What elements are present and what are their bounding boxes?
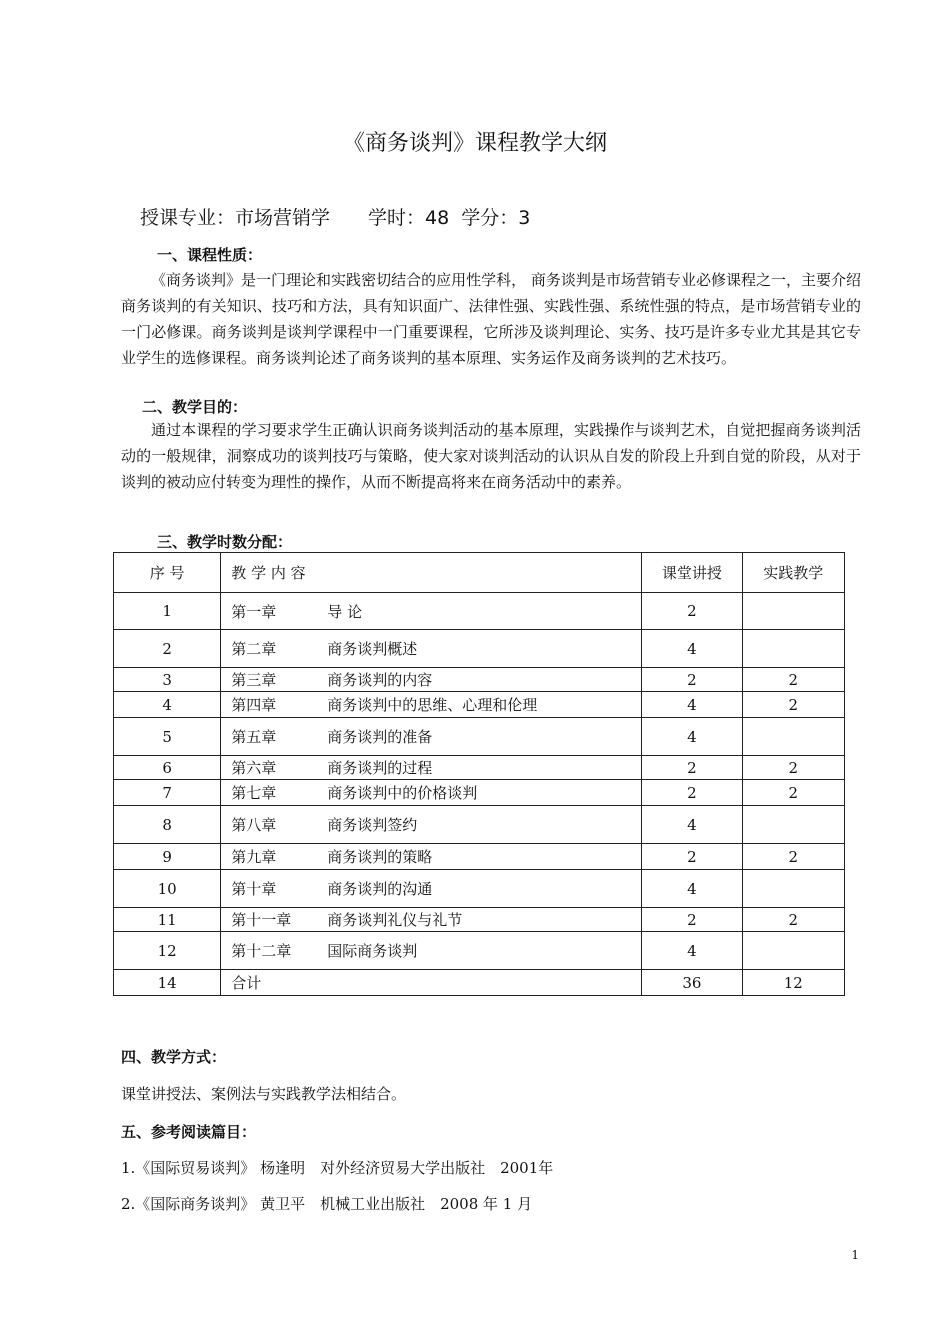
chapter-label: 第二章 <box>231 640 277 658</box>
table-row <box>114 806 845 844</box>
row-lecture-hours: 4 <box>642 932 742 970</box>
row-number: 5 <box>114 718 221 756</box>
col-header-content: 教 学 内 容 <box>221 553 642 593</box>
row-content <box>221 870 642 908</box>
chapter-label: 第十章 <box>231 880 277 898</box>
row-lecture-hours: 4 <box>642 692 742 718</box>
row-practice-hours: 12 <box>742 970 844 996</box>
chapter-topic: 商务谈判的过程 <box>327 759 433 777</box>
row-practice-hours <box>742 870 844 908</box>
chapter-topic: 商务谈判中的价格谈判 <box>327 784 478 802</box>
row-practice-hours: 2 <box>742 756 844 780</box>
chapter-topic: 商务谈判签约 <box>327 816 418 834</box>
table-row <box>114 692 845 718</box>
chapter-topic: 商务谈判礼仪与礼节 <box>327 911 463 929</box>
row-practice-hours <box>742 806 844 844</box>
chapter-label: 第一章 <box>231 602 277 621</box>
table-row <box>114 593 845 630</box>
row-lecture-hours: 2 <box>642 844 742 870</box>
row-number: 4 <box>114 692 221 718</box>
row-content <box>221 668 642 692</box>
row-content <box>221 970 642 996</box>
col-header-number: 序 号 <box>114 553 221 593</box>
table-row <box>114 844 845 870</box>
row-content <box>221 932 642 970</box>
row-practice-hours: 2 <box>742 692 844 718</box>
row-lecture-hours: 2 <box>642 908 742 932</box>
table-row <box>114 908 845 932</box>
hours-label: 学时：48 <box>368 207 450 229</box>
row-content <box>221 780 642 806</box>
row-lecture-hours: 2 <box>642 668 742 692</box>
document-title: 《商务谈判》课程教学大纲 <box>342 131 607 156</box>
course-meta <box>140 203 530 230</box>
table-row <box>114 970 845 996</box>
row-practice-hours: 2 <box>742 668 844 692</box>
row-content <box>221 844 642 870</box>
chapter-label: 第六章 <box>231 759 277 777</box>
row-content <box>221 806 642 844</box>
chapter-topic: 商务谈判的内容 <box>327 671 433 689</box>
row-lecture-hours: 2 <box>642 593 742 630</box>
row-number: 10 <box>114 870 221 908</box>
table-row <box>114 932 845 970</box>
section-heading-purpose: 二、教学目的： <box>142 398 248 416</box>
row-practice-hours <box>742 932 844 970</box>
row-number: 11 <box>114 908 221 932</box>
reading-item: 1.《国际贸易谈判》 杨逢明 对外经济贸易大学出版社 2001年 <box>121 1159 554 1177</box>
col-header-lecture: 课堂讲授 <box>642 553 742 593</box>
row-content <box>221 630 642 668</box>
chapter-label: 第三章 <box>231 671 277 689</box>
chapter-topic: 商务谈判的策略 <box>327 848 433 866</box>
table-row <box>114 870 845 908</box>
chapter-topic: 商务谈判的准备 <box>327 728 433 746</box>
section-text-purpose: 通过本课程的学习要求学生正确认识商务谈判活动的基本原理，实践操作与谈判艺术，自觉把握商务谈判活动的一般规律，洞察成功的谈判技巧与策略，使大家对谈判活动的认识从自发的阶段上升到自觉的阶段，从对于谈判的被动应付转变为理性的操作，从而不断提高将来在商务活动中的素养。 <box>121 421 861 491</box>
row-practice-hours <box>742 593 844 630</box>
row-practice-hours: 2 <box>742 780 844 806</box>
chapter-label: 第九章 <box>231 848 277 866</box>
section-heading-readings: 五、参考阅读篇目： <box>121 1123 257 1141</box>
row-number: 2 <box>114 630 221 668</box>
table-row <box>114 630 845 668</box>
page-number: 1 <box>851 1248 859 1262</box>
chapter-topic: 商务谈判概述 <box>327 640 418 658</box>
row-number: 9 <box>114 844 221 870</box>
chapter-label: 第四章 <box>231 696 277 714</box>
row-content <box>221 908 642 932</box>
reading-item: 2.《国际商务谈判》 黄卫平 机械工业出版社 2008 年 1 月 <box>121 1195 533 1213</box>
row-lecture-hours: 2 <box>642 756 742 780</box>
row-number: 14 <box>114 970 221 996</box>
col-header-practice: 实践教学 <box>742 553 844 593</box>
table-row <box>114 780 845 806</box>
section-heading-nature: 一、课程性质： <box>157 246 263 264</box>
chapter-topic: 商务谈判的沟通 <box>327 880 433 898</box>
major-label: 授课专业：市场营销学 <box>140 207 331 229</box>
section-text-nature: 《商务谈判》是一门理论和实践密切结合的应用性学科， 商务谈判是市场营销专业必修课程之一，主要介绍商务谈判的有关知识、技巧和方法，具有知识面广、法律性强、实践性强、系统性强的特点，是市场营销专业的一门必修课。商务谈判是谈判学课程中一门重要课程，它所涉及谈判理论、实务、技巧是许多专业尤其是其它专业学生的选修课程。商务谈判论述了商务谈判的基本原理、实务运作及商务谈判的艺术技巧。 <box>121 271 861 367</box>
row-content <box>221 718 642 756</box>
row-number: 8 <box>114 806 221 844</box>
row-number: 12 <box>114 932 221 970</box>
hours-table <box>113 552 845 996</box>
row-content <box>221 692 642 718</box>
chapter-label: 第七章 <box>231 784 277 802</box>
row-number: 6 <box>114 756 221 780</box>
row-lecture-hours: 4 <box>642 630 742 668</box>
row-practice-hours: 2 <box>742 844 844 870</box>
row-practice-hours: 2 <box>742 908 844 932</box>
table-row <box>114 668 845 692</box>
chapter-label: 第十一章 <box>231 911 292 929</box>
chapter-topic: 导 论 <box>327 602 363 621</box>
row-number: 3 <box>114 668 221 692</box>
chapter-topic: 国际商务谈判 <box>327 942 418 960</box>
chapter-label: 第五章 <box>231 728 277 746</box>
table-row <box>114 756 845 780</box>
row-content <box>221 593 642 630</box>
section-text-methods: 课堂讲授法、案例法与实践教学法相结合。 <box>121 1085 407 1103</box>
section-heading-methods: 四、教学方式： <box>121 1048 227 1066</box>
row-lecture-hours: 4 <box>642 718 742 756</box>
section-heading-hours: 三、教学时数分配： <box>157 533 293 551</box>
row-lecture-hours: 2 <box>642 780 742 806</box>
row-lecture-hours: 36 <box>642 970 742 996</box>
row-number: 1 <box>114 593 221 630</box>
row-lecture-hours: 4 <box>642 870 742 908</box>
chapter-label: 第十二章 <box>231 942 292 960</box>
row-practice-hours <box>742 630 844 668</box>
table-header-row <box>114 553 845 593</box>
row-practice-hours <box>742 718 844 756</box>
row-lecture-hours: 4 <box>642 806 742 844</box>
table-row <box>114 718 845 756</box>
chapter-label: 合计 <box>231 974 262 992</box>
chapter-label: 第八章 <box>231 816 277 834</box>
row-number: 7 <box>114 780 221 806</box>
credits-label: 学分：3 <box>461 207 531 229</box>
chapter-topic: 商务谈判中的思维、心理和伦理 <box>327 696 538 714</box>
row-content <box>221 756 642 780</box>
